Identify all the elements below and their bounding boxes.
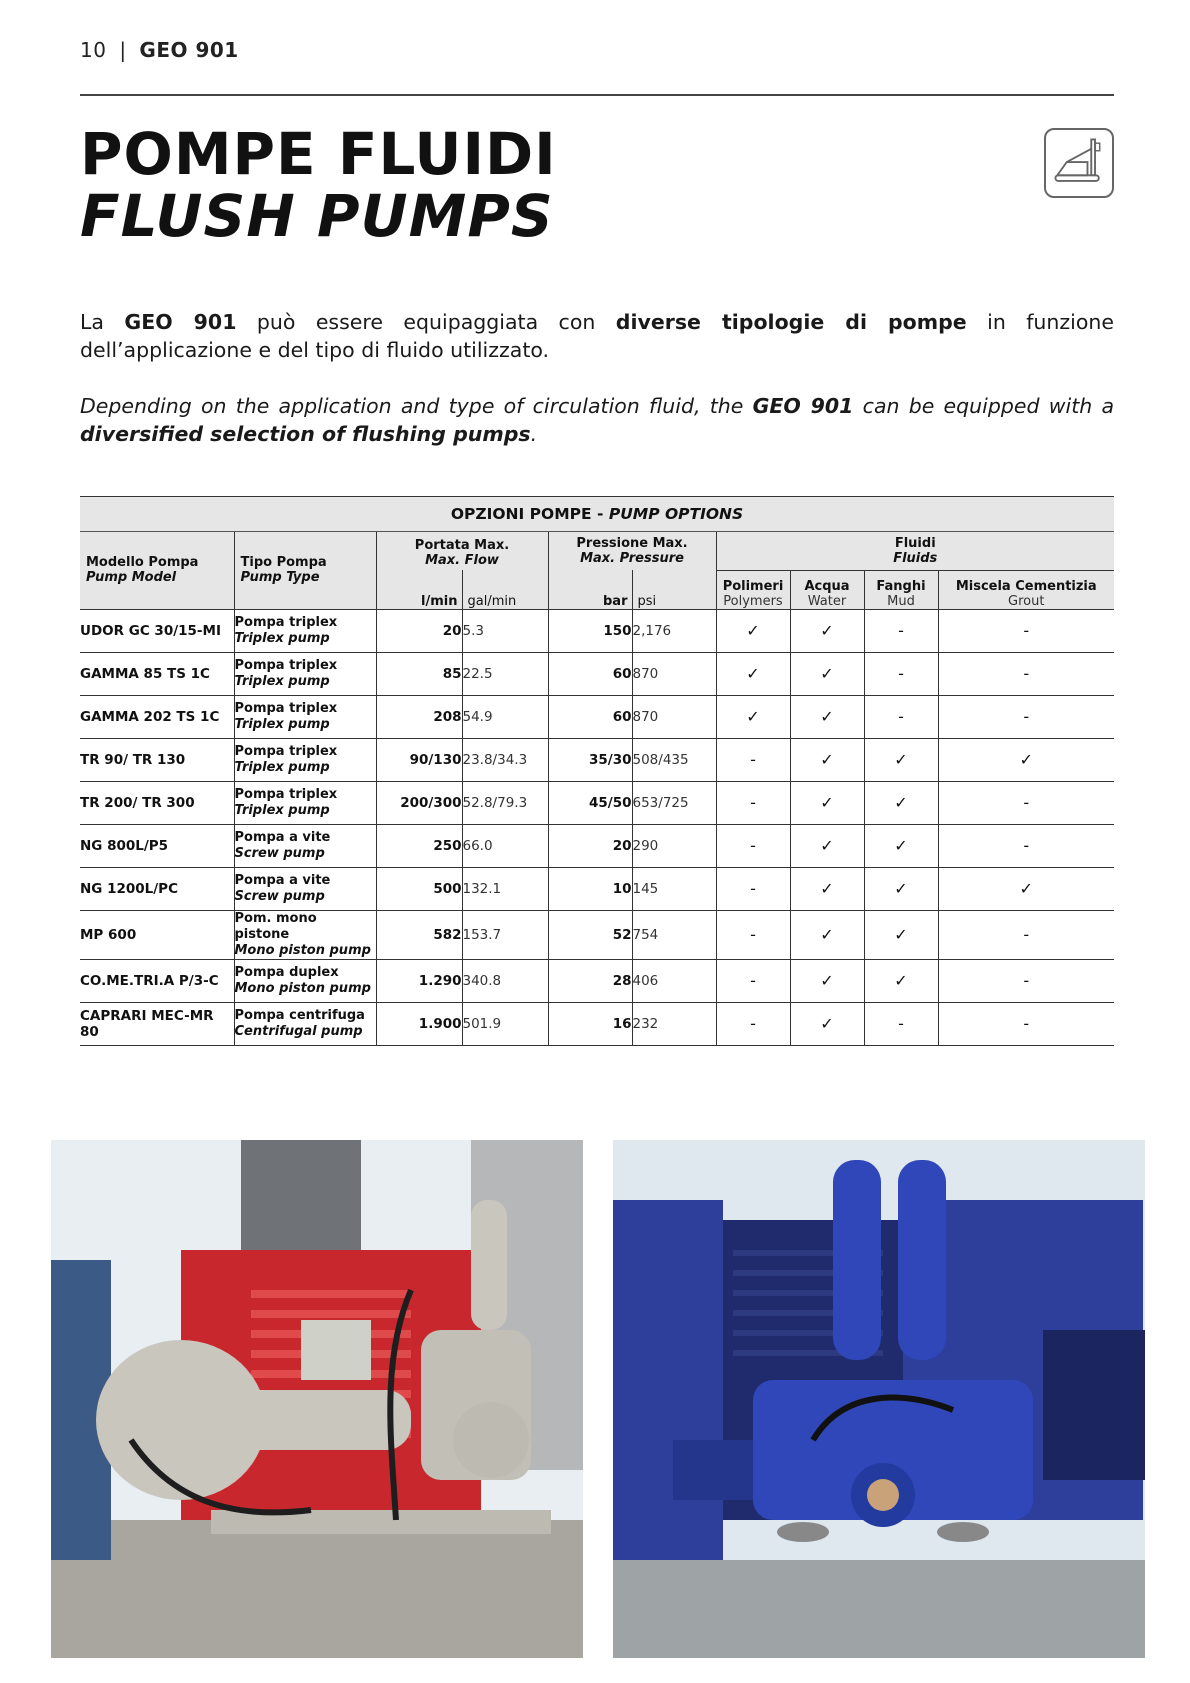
unit-psi: psi: [632, 570, 716, 609]
fluid-polymers: -: [716, 959, 790, 1002]
unit-galmin: gal/min: [462, 570, 548, 609]
pressure-psi: 232: [632, 1002, 716, 1045]
flow-galmin: 54.9: [462, 695, 548, 738]
pump-options-table: [80, 496, 1114, 1046]
flow-galmin: 5.3: [462, 609, 548, 652]
pump-model: TR 200/ TR 300: [80, 781, 234, 824]
pressure-bar: 45/50: [548, 781, 632, 824]
flow-galmin: 52.8/79.3: [462, 781, 548, 824]
fluid-polymers: -: [716, 738, 790, 781]
photo-red-grey-pump: [51, 1140, 583, 1658]
fluid-water: ✓: [790, 959, 864, 1002]
pressure-psi: 290: [632, 824, 716, 867]
pump-type: Pompa triplex Triplex pump: [234, 781, 376, 824]
header-model: GEO 901: [139, 38, 239, 62]
table-row: [80, 824, 1114, 867]
flow-lmin: 1.900: [376, 1002, 462, 1045]
flow-galmin: 23.8/34.3: [462, 738, 548, 781]
fluid-mud: -: [864, 1002, 938, 1045]
column-header-type: Tipo Pompa Pump Type: [234, 532, 376, 610]
pump-model: MP 600: [80, 910, 234, 959]
flow-galmin: 340.8: [462, 959, 548, 1002]
fluid-polymers: -: [716, 781, 790, 824]
fluid-grout: ✓: [938, 867, 1114, 910]
fluid-grout: -: [938, 609, 1114, 652]
fluid-mud: ✓: [864, 867, 938, 910]
flow-lmin: 208: [376, 695, 462, 738]
pump-type: Pompa a vite Screw pump: [234, 824, 376, 867]
pump-model: TR 90/ TR 130: [80, 738, 234, 781]
flow-lmin: 20: [376, 609, 462, 652]
fluid-mud: ✓: [864, 824, 938, 867]
fluid-water: ✓: [790, 652, 864, 695]
table-row: [80, 652, 1114, 695]
pressure-bar: 10: [548, 867, 632, 910]
fluid-polymers: -: [716, 867, 790, 910]
flow-lmin: 500: [376, 867, 462, 910]
fluid-polymers: -: [716, 1002, 790, 1045]
fluid-mud: -: [864, 609, 938, 652]
column-header-water: Acqua Water: [790, 570, 864, 609]
pressure-bar: 16: [548, 1002, 632, 1045]
table-row: [80, 738, 1114, 781]
pressure-psi: 145: [632, 867, 716, 910]
pressure-psi: 870: [632, 652, 716, 695]
pressure-bar: 28: [548, 959, 632, 1002]
flow-lmin: 250: [376, 824, 462, 867]
column-header-model: Modello Pompa Pump Model: [80, 532, 234, 610]
pressure-psi: 508/435: [632, 738, 716, 781]
flow-lmin: 200/300: [376, 781, 462, 824]
page-header: [80, 38, 239, 62]
pressure-bar: 20: [548, 824, 632, 867]
pressure-psi: 2,176: [632, 609, 716, 652]
unit-bar: bar: [548, 570, 632, 609]
flow-lmin: 90/130: [376, 738, 462, 781]
fluid-water: ✓: [790, 910, 864, 959]
page-number: 10: [80, 38, 107, 62]
pump-model: NG 1200L/PC: [80, 867, 234, 910]
fluid-water: ✓: [790, 781, 864, 824]
fluid-grout: -: [938, 781, 1114, 824]
pump-type: Pompa a vite Screw pump: [234, 867, 376, 910]
flow-lmin: 1.290: [376, 959, 462, 1002]
pump-type: Pompa triplex Triplex pump: [234, 738, 376, 781]
page-title-english: FLUSH PUMPS: [80, 182, 554, 250]
column-header-flow: Portata Max. Max. Flow: [376, 532, 548, 571]
fluid-mud: -: [864, 695, 938, 738]
fluid-mud: ✓: [864, 910, 938, 959]
pump-type: Pompa triplex Triplex pump: [234, 609, 376, 652]
pump-model: NG 800L/P5: [80, 824, 234, 867]
table-row: [80, 910, 1114, 959]
table-row: [80, 609, 1114, 652]
pressure-psi: 406: [632, 959, 716, 1002]
column-header-grout: Miscela Cementizia Grout: [938, 570, 1114, 609]
pressure-bar: 150: [548, 609, 632, 652]
pump-model: CO.ME.TRI.A P/3-C: [80, 959, 234, 1002]
table-row: [80, 695, 1114, 738]
photo-blue-pump: [613, 1140, 1145, 1658]
flow-galmin: 153.7: [462, 910, 548, 959]
pump-model: GAMMA 202 TS 1C: [80, 695, 234, 738]
table-row: [80, 867, 1114, 910]
pressure-bar: 60: [548, 652, 632, 695]
pump-model: UDOR GC 30/15-MI: [80, 609, 234, 652]
column-header-fluids: Fluidi Fluids: [716, 532, 1114, 571]
intro-italian: La GEO 901 può essere equipaggiata con diverse tipologie di pompe in funzione dell’applicazione e del tipo di fluido utilizzato.: [80, 310, 1115, 362]
pressure-psi: 653/725: [632, 781, 716, 824]
fluid-mud: -: [864, 652, 938, 695]
flow-galmin: 132.1: [462, 867, 548, 910]
fluid-water: ✓: [790, 1002, 864, 1045]
fluid-grout: -: [938, 959, 1114, 1002]
pump-model: GAMMA 85 TS 1C: [80, 652, 234, 695]
column-header-pressure: Pressione Max. Max. Pressure: [548, 532, 716, 571]
fluid-grout: -: [938, 652, 1114, 695]
pressure-psi: 754: [632, 910, 716, 959]
drill-rig-icon: [1044, 128, 1114, 198]
fluid-grout: ✓: [938, 738, 1114, 781]
unit-lmin: l/min: [376, 570, 462, 609]
fluid-polymers: ✓: [716, 609, 790, 652]
fluid-water: ✓: [790, 824, 864, 867]
column-header-polymers: Polimeri Polymers: [716, 570, 790, 609]
pressure-psi: 870: [632, 695, 716, 738]
pressure-bar: 60: [548, 695, 632, 738]
intro-english: Depending on the application and type of circulation fluid, the GEO 901 can be equipped with a diversified selection of flushing pumps.: [80, 394, 1115, 446]
pump-type: Pompa centrifuga Centrifugal pump: [234, 1002, 376, 1045]
flow-galmin: 66.0: [462, 824, 548, 867]
header-divider: [80, 94, 1114, 96]
table-caption: OPZIONI POMPE - PUMP OPTIONS: [80, 497, 1114, 532]
flow-lmin: 582: [376, 910, 462, 959]
table-row: [80, 959, 1114, 1002]
fluid-grout: -: [938, 824, 1114, 867]
pump-model: CAPRARI MEC-MR 80: [80, 1002, 234, 1045]
fluid-polymers: ✓: [716, 652, 790, 695]
fluid-polymers: -: [716, 910, 790, 959]
fluid-water: ✓: [790, 609, 864, 652]
pump-type: Pompa triplex Triplex pump: [234, 695, 376, 738]
pump-type: Pompa duplex Mono piston pump: [234, 959, 376, 1002]
fluid-mud: ✓: [864, 781, 938, 824]
flow-galmin: 501.9: [462, 1002, 548, 1045]
fluid-water: ✓: [790, 738, 864, 781]
pump-type: Pompa triplex Triplex pump: [234, 652, 376, 695]
fluid-mud: ✓: [864, 738, 938, 781]
fluid-grout: -: [938, 1002, 1114, 1045]
fluid-polymers: -: [716, 824, 790, 867]
table-row: [80, 781, 1114, 824]
column-header-mud: Fanghi Mud: [864, 570, 938, 609]
fluid-grout: -: [938, 910, 1114, 959]
table-row: [80, 1002, 1114, 1045]
pump-table-body: [80, 609, 1114, 1045]
fluid-water: ✓: [790, 867, 864, 910]
flow-lmin: 85: [376, 652, 462, 695]
pump-type: Pom. mono pistone Mono piston pump: [234, 910, 376, 959]
pressure-bar: 52: [548, 910, 632, 959]
page-title-italian: POMPE FLUIDI: [80, 120, 557, 188]
flow-galmin: 22.5: [462, 652, 548, 695]
fluid-mud: ✓: [864, 959, 938, 1002]
fluid-water: ✓: [790, 695, 864, 738]
fluid-polymers: ✓: [716, 695, 790, 738]
pressure-bar: 35/30: [548, 738, 632, 781]
header-separator: |: [119, 38, 127, 62]
fluid-grout: -: [938, 695, 1114, 738]
